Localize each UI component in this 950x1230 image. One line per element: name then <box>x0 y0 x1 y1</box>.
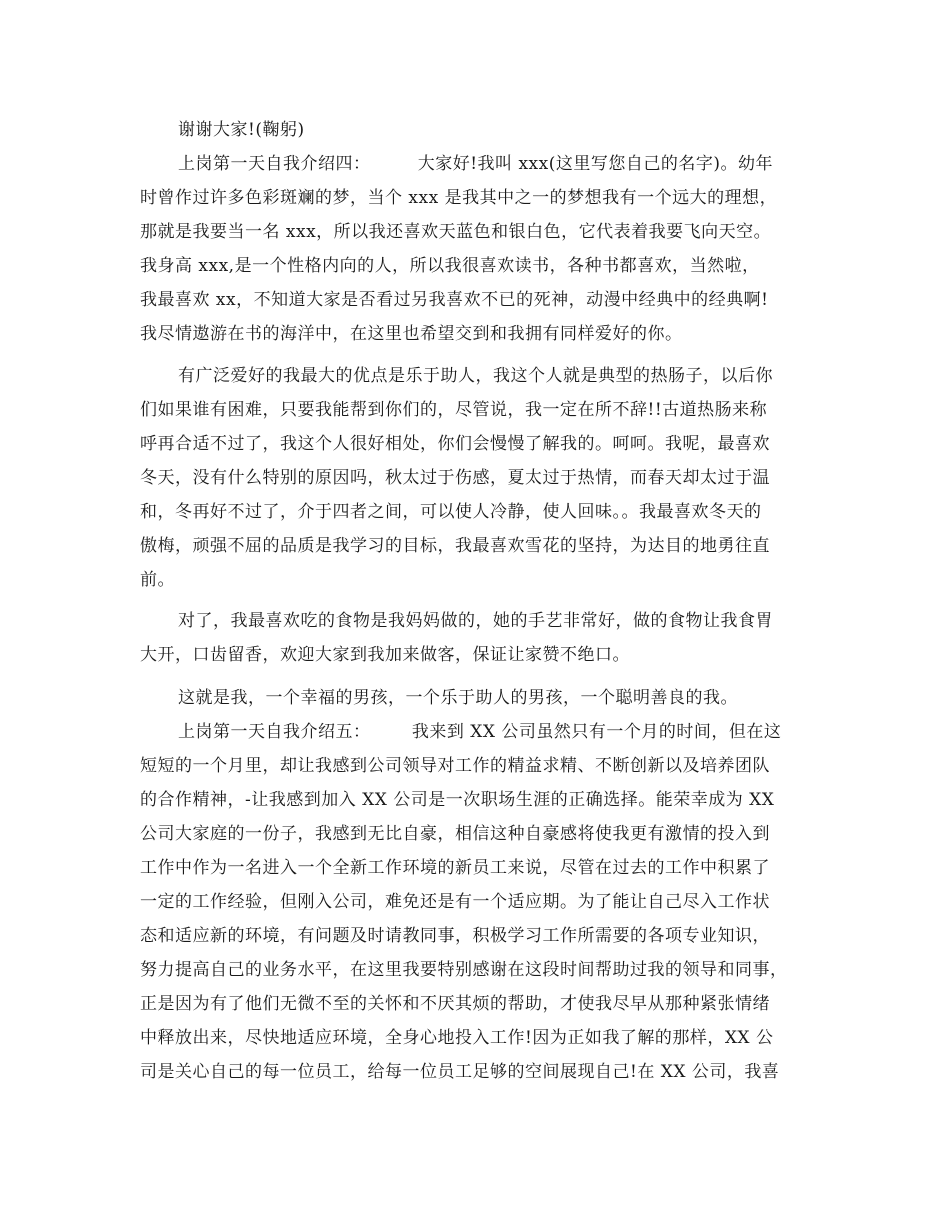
text-line: 大开，口齿留香，欢迎大家到我加来做客，保证让家赞不绝口。 <box>140 645 630 665</box>
text-line: 正是因为有了他们无微不至的关怀和不厌其烦的帮助，才使我尽早从那种紧张情绪 <box>140 994 770 1014</box>
text-line: 我尽情遨游在书的海洋中，在这里也希望交到和我拥有同样爱好的你。 <box>140 324 683 344</box>
text-line: 冬天，没有什么特别的原因吗，秋太过于伤感，夏太过于热情，而春天却太过于温 <box>140 468 770 488</box>
text-line: 上岗第一天自我介绍四： 大家好!我叫 xxx(这里写您自己的名字)。幼年 <box>178 154 773 174</box>
text-line: 短短的一个月里，却让我感到公司领导对工作的精益求精、不断创新以及培养团队 <box>140 756 770 776</box>
text-line: 对了，我最喜欢吃的食物是我妈妈做的，她的手艺非常好，做的食物让我食胃 <box>178 611 773 631</box>
text-line: 谢谢大家!(鞠躬) <box>178 120 305 140</box>
text-line: 呼再合适不过了，我这个人很好相处，你们会慢慢了解我的。呵呵。我呢，最喜欢 <box>140 434 770 454</box>
text-line: 工作中作为一名进入一个全新工作环境的新员工来说，尽管在过去的工作中积累了 <box>140 858 770 878</box>
text-line: 们如果谁有困难，只要我能帮到你们的，尽管说，我一定在所不辞!!古道热肠来称 <box>140 400 768 420</box>
text-line: 这就是我，一个幸福的男孩，一个乐于助人的男孩，一个聪明善良的我。 <box>178 688 738 708</box>
text-line: 傲梅，顽强不屈的品质是我学习的目标，我最喜欢雪花的坚持，为达目的地勇往直 <box>140 536 770 556</box>
text-line: 和，冬再好不过了，介于四者之间，可以使人冷静，使人回味。。我最喜欢冬天的 <box>140 502 762 522</box>
text-line: 有广泛爱好的我最大的优点是乐于助人，我这个人就是典型的热肠子，以后你 <box>178 366 773 386</box>
text-line: 努力提高自己的业务水平，在这里我要特别感谢在这段时间帮助过我的领导和同事， <box>140 960 788 980</box>
text-line: 态和适应新的环境，有问题及时请教同事，积极学习工作所需要的各项专业知识， <box>140 926 770 946</box>
text-line: 的合作精神，-让我感到加入 XX 公司是一次职场生涯的正确选择。能荣幸成为 XX <box>140 790 775 810</box>
text-line: 公司大家庭的一份子，我感到无比自豪，相信这种自豪感将使我更有激情的投入到 <box>140 824 770 844</box>
text-line: 时曾作过许多色彩斑斓的梦，当个 xxx 是我其中之一的梦想我有一个远大的理想， <box>140 188 778 208</box>
text-line: 我身高 xxx,是一个性格内向的人，所以我很喜欢读书，各种书都喜欢，当然啦， <box>140 256 760 276</box>
text-line: 我最喜欢 xx，不知道大家是否看过另我喜欢不已的死神，动漫中经典中的经典啊! <box>140 290 769 310</box>
text-line: 上岗第一天自我介绍五： 我来到 XX 公司虽然只有一个月的时间，但在这 <box>178 722 782 742</box>
text-line: 司是关心自己的每一位员工，给每一位员工足够的空间展现自己!在 XX 公司，我喜 <box>140 1062 780 1082</box>
text-line: 那就是我要当一名 xxx，所以我还喜欢天蓝色和银白色，它代表着我要飞向天空。 <box>140 222 772 242</box>
text-line: 前。 <box>140 570 175 590</box>
text-line: 中释放出来，尽快地适应环境，全身心地投入工作!因为正如我了解的那样，XX 公 <box>140 1028 774 1048</box>
text-line: 一定的工作经验，但刚入公司，难免还是有一个适应期。为了能让自己尽入工作状 <box>140 892 770 912</box>
